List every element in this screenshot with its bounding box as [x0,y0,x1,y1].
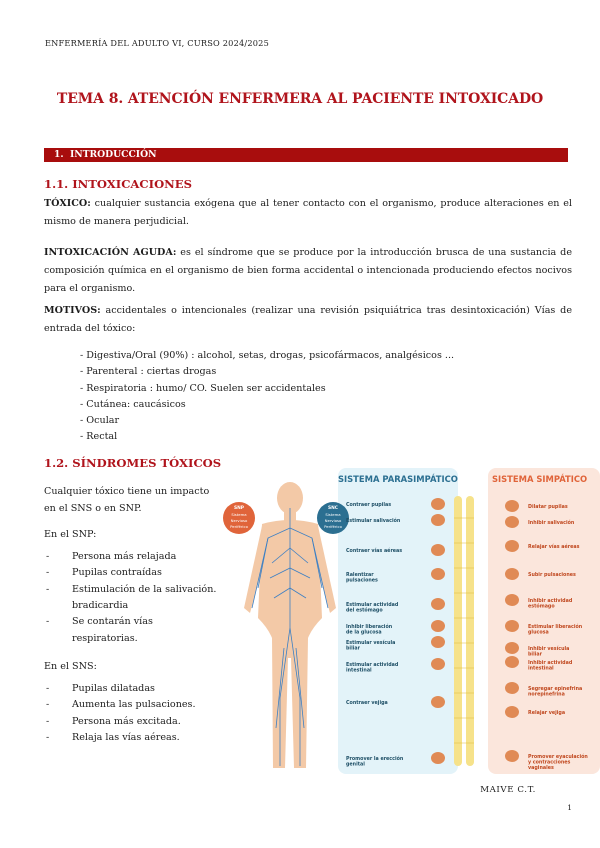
snc-badge [317,502,349,534]
svg-text:Nervioso: Nervioso [324,518,342,523]
organ-icon [505,656,519,668]
subheading-intoxicaciones: 1.1. INTOXICACIONES [44,177,192,191]
diagram-label-text: Estimular salivación [346,519,401,524]
sns-list [44,681,220,746]
diagram-label-text: Inhibir actividad estómago [528,599,573,610]
list-item: - Parenteral : ciertas drogas [80,364,454,380]
diagram-label-text: Estimular actividad del estómago [346,603,399,614]
organ-icon [505,516,519,528]
snp-badge [223,502,255,534]
diagram-label-text: Estimular actividad intestinal [346,663,399,674]
diagram-label-text: Estimular vesícula biliar [346,641,396,652]
term-motivos: MOTIVOS: [44,305,101,316]
svg-text:SNP: SNP [233,506,245,511]
list-item: - Pupilas contraídas [44,565,220,581]
diagram-label-text: Contraer vías aéreas [346,549,403,554]
organ-icon [505,682,519,694]
diagram-label-text: Relajar vías aéreas [528,545,580,550]
diagram-label-text: Inhibir liberación de la glucosa [346,625,393,636]
diagram-label-text: Ralentizar pulsaciones [346,573,378,584]
diagram-label-text: Estimular liberación glucosa [528,625,583,636]
diagram-label-text: Relajar vejiga [528,711,566,716]
running-head: ENFERMERÍA DEL ADULTO VI, CURSO 2024/2025 [45,38,269,48]
definition-aguda: es el síndrome que se produce por la introducción brusca de una sustancia de composición química en el organismo de bien forma accidental o intencionada produciendo efectos nocivos para el organismo. [44,247,572,294]
paragraph-toxico [44,195,572,231]
organ-icon [431,514,445,526]
definition-motivos: accidentales o intencionales (realizar una revisión psiquiátrica tras desintoxicación) Vías de entrada del tóxico: [44,305,572,334]
diagram-label-text: Inhibir salivación [528,521,575,526]
svg-text:Sistema: Sistema [231,512,247,517]
footer-author: MAIVE C.T. [480,785,536,795]
list-item: - Persona más excitada. [44,714,220,730]
paragraph-aguda [44,244,572,298]
definition-toxico: cualquier sustancia exógena que al tener contacto con el organismo, produce alteraciones en el mismo de manera perjudicial. [44,198,572,227]
svg-text:Periférico: Periférico [230,524,248,529]
svg-text:Nervioso: Nervioso [230,518,248,523]
sympathetic-title: SISTEMA SIMPÁTICO [492,474,588,484]
entry-routes-list [80,348,454,446]
organ-icon [431,498,445,510]
diagram-label-text: Subir pulsaciones [528,573,576,578]
list-item: - Ocular [80,413,454,429]
nervous-system-figure [222,468,600,778]
spinal-column [454,496,474,766]
list-item: - Digestiva/Oral (90%) : alcohol, setas, drogas, psicofármacos, analgésicos ... [80,348,454,364]
term-aguda: INTOXICACIÓN AGUDA: [44,247,177,258]
section-number: 1. [54,149,64,160]
organ-icon [431,568,445,580]
snp-label: En el SNP: [44,529,97,541]
list-item: - Pupilas dilatadas [44,681,220,697]
organ-icon [505,620,519,632]
organ-icon [431,598,445,610]
diagram-label-text: Inhibir vesícula biliar [528,647,570,658]
svg-text:SNC: SNC [327,506,339,511]
section-bar [44,148,568,162]
sns-label: En el SNS: [44,660,97,672]
organ-icon [505,568,519,580]
paragraph-motivos [44,302,572,338]
document-title: TEMA 8. ATENCIÓN ENFERMERA AL PACIENTE INTOXICADO [56,91,544,107]
diagram-label-text: Contraer pupilas [346,503,392,508]
list-item: - Cutánea: caucásicos [80,397,454,413]
organ-icon [505,642,519,654]
organ-icon [431,752,445,764]
autonomic-diagram [222,468,600,778]
list-item: - Respiratoria : humo/ CO. Suelen ser accidentales [80,381,454,397]
sympathetic-panel [488,468,600,774]
diagram-label-text: Promover la erección genital [346,757,404,768]
organ-icon [431,636,445,648]
snp-list [44,549,220,647]
subheading-sindromes: 1.2. SÍNDROMES TÓXICOS [44,456,222,470]
diagram-label-text: Segregar epinefrina norepinefrina [528,687,583,698]
diagram-label-text: Promover eyaculación y contracciones vaginales [528,755,588,772]
organ-icon [505,540,519,552]
organ-icon [505,500,519,512]
organ-icon [505,706,519,718]
list-item: - Persona más relajada [44,549,220,565]
organ-icon [431,620,445,632]
diagram-label-text: Dilatar pupilas [528,505,568,510]
diagram-label-text: Contraer vejiga [346,701,388,706]
parasympathetic-title: SISTEMA PARASIMPÁTICO [338,474,458,484]
syndromes-column [44,484,220,746]
organ-icon [505,594,519,606]
diagram-label-text: Inhibir actividad intestinal [528,661,573,672]
organ-icon [505,750,519,762]
list-item: - Aumenta las pulsaciones. [44,697,220,713]
page-number: 1 [567,803,572,812]
svg-text:Sistema: Sistema [325,512,341,517]
list-item: - Estimulación de la salivación. bradicardia [44,582,220,615]
organ-icon [431,544,445,556]
section-label: INTRODUCCIÓN [70,149,157,160]
syndromes-intro: Cualquier tóxico tiene un impacto en el SNS o en SNP. [44,486,210,514]
svg-text:Periférico: Periférico [324,524,342,529]
organ-icon [431,696,445,708]
list-item: - Se contarán vías respiratorias. [44,614,220,647]
organ-icon [431,658,445,670]
term-toxico: TÓXICO: [44,198,91,209]
list-item: - Rectal [80,429,454,445]
list-item: - Relaja las vías aéreas. [44,730,220,746]
